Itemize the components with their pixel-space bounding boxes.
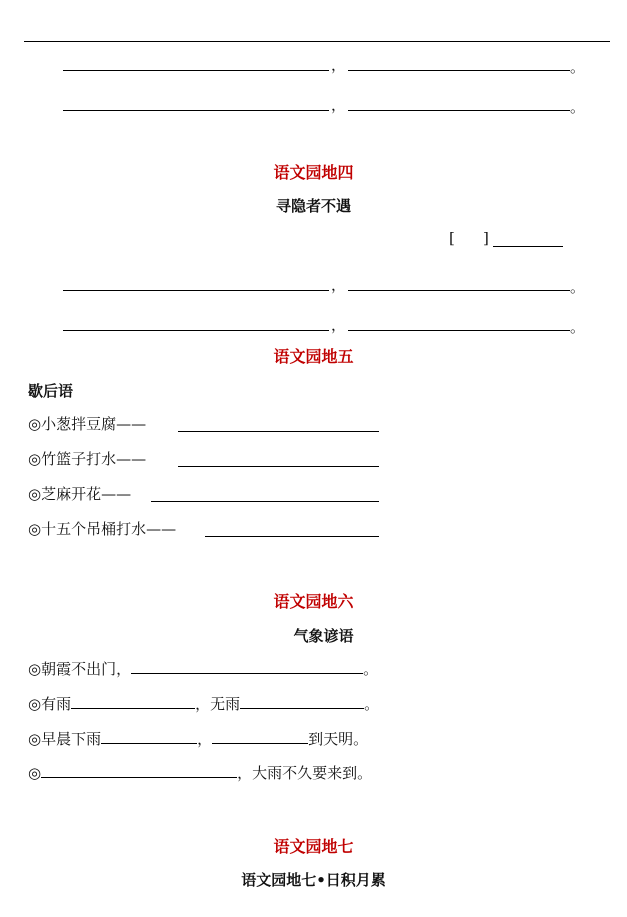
comma: ，	[331, 316, 347, 334]
section-title: 语文园地六	[273, 592, 354, 611]
comma: ，	[331, 56, 347, 74]
section-subtitle: 气象谚语	[293, 627, 354, 645]
period: 。	[570, 318, 586, 336]
answer-blank[interactable]	[63, 70, 329, 71]
answer-blank[interactable]	[41, 763, 237, 778]
answer-blank[interactable]	[63, 330, 329, 331]
period: 。	[570, 58, 586, 76]
answer-blank[interactable]	[348, 330, 570, 331]
answer-blank[interactable]	[63, 290, 329, 291]
section-heading: 歇后语	[28, 382, 74, 400]
list-item: ◎竹篮子打水——	[28, 450, 147, 468]
comma: ，	[331, 276, 347, 294]
header-rule	[24, 41, 610, 42]
answer-blank[interactable]	[178, 466, 379, 467]
answer-blank[interactable]	[63, 110, 329, 111]
answer-blank[interactable]	[212, 729, 308, 744]
proverb-line: ◎有雨 ，无雨 。	[28, 695, 380, 713]
section-subtitle: 语文园地七•日积月累	[241, 871, 386, 889]
answer-blank[interactable]	[178, 431, 379, 432]
section-title: 语文园地七	[273, 837, 354, 856]
period: 。	[570, 278, 586, 296]
answer-blank[interactable]	[71, 694, 195, 709]
author-blank[interactable]	[493, 246, 563, 247]
proverb-line: ◎ ，大雨不久要来到。	[28, 764, 373, 782]
period: 。	[570, 98, 586, 116]
answer-blank[interactable]	[101, 729, 197, 744]
answer-blank[interactable]	[348, 290, 570, 291]
bracket-open: [	[449, 229, 455, 247]
answer-blank[interactable]	[348, 110, 570, 111]
comma: ，	[331, 96, 347, 114]
poem-title: 寻隐者不遇	[275, 197, 351, 215]
section-title: 语文园地四	[273, 163, 354, 182]
bracket-close: ]	[483, 229, 489, 247]
answer-blank[interactable]	[240, 694, 364, 709]
list-item: ◎小葱拌豆腐——	[28, 415, 147, 433]
proverb-line: ◎早晨下雨 ， 到天明。	[28, 730, 369, 748]
proverb-line: ◎朝霞不出门， 。	[28, 660, 379, 678]
answer-blank[interactable]	[131, 659, 363, 674]
list-item: ◎芝麻开花——	[28, 485, 132, 503]
answer-blank[interactable]	[348, 70, 570, 71]
list-item: ◎十五个吊桶打水——	[28, 520, 177, 538]
answer-blank[interactable]	[151, 501, 379, 502]
section-title: 语文园地五	[273, 347, 354, 366]
answer-blank[interactable]	[205, 536, 379, 537]
